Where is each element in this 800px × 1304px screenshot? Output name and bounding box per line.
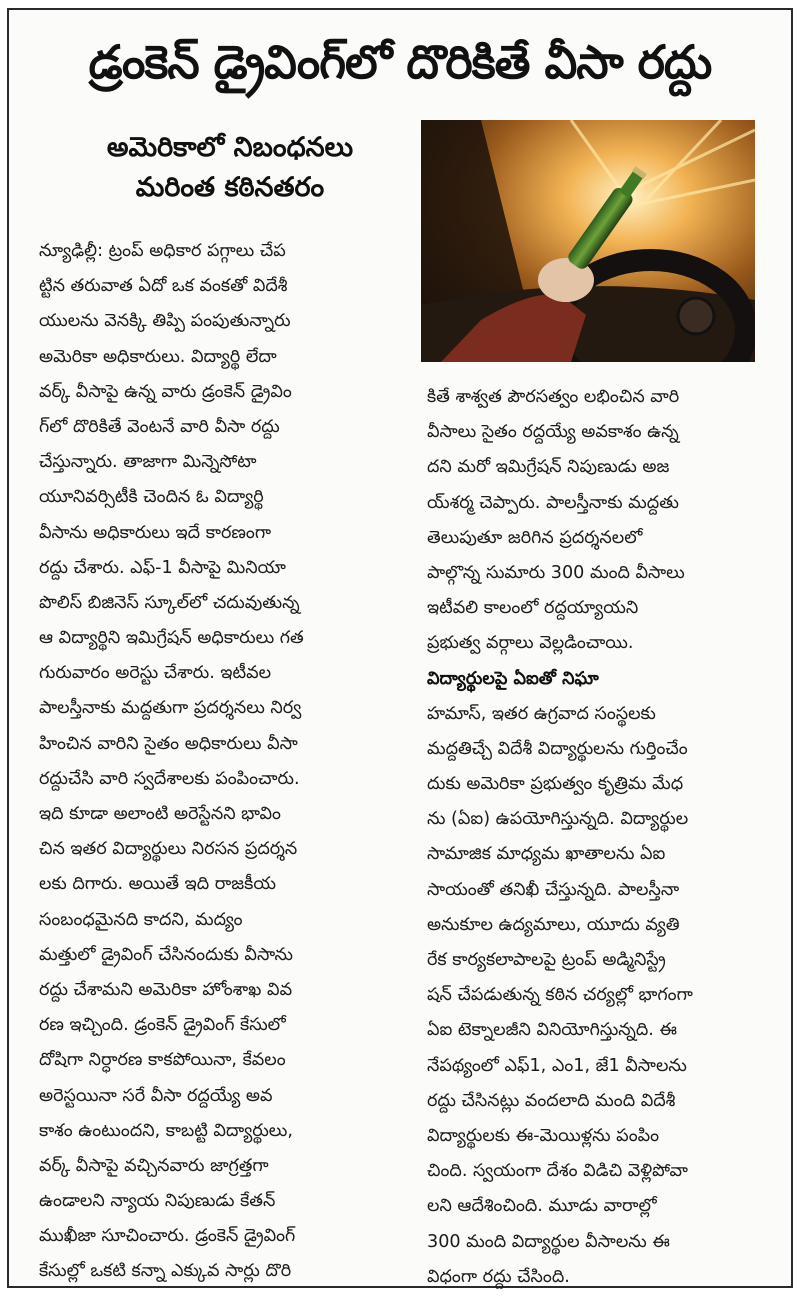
article-text-line: లని ఆదేశించింది. మూడు వారాల్లో	[427, 1196, 657, 1217]
subheadline-line-1: అమెరికాలో నిబంధనలు	[106, 132, 354, 163]
article-text-line: 300 మంది విద్యార్థుల వీసాలను ఈ	[427, 1231, 670, 1252]
article-text-line: విధంగా రద్దు చేసింది.	[427, 1266, 570, 1287]
article-text-line: చింది. స్వయంగా దేశం విడిచి వెళ్లిపోవా	[427, 1161, 688, 1182]
article-text-line: యులను వెనక్కి తిప్పి పంపుతున్నారు	[39, 311, 291, 332]
article-text-line: ప్రభుత్వ వర్గాలు వెల్లడించాయి.	[427, 633, 634, 654]
article-body-left-column	[39, 234, 401, 1290]
article-text-line: పొలిస్‌ బిజినెస్‌ స్కూల్‌లో చదువుతున్న	[39, 592, 300, 613]
drunk-driving-photo	[421, 120, 755, 362]
article-text-line: విద్యార్థులకు ఈ-మెయిళ్లను పంపిం	[427, 1125, 660, 1146]
article-text-line: తెలుపుతూ జరిగిన ప్రదర్శనలలో	[427, 527, 643, 548]
article-text-line: షన్‌ చేపడుతున్న కఠిన చర్యల్లో భాగంగా	[427, 985, 693, 1006]
article-text-line: మత్తులో డ్రైవింగ్‌ చేసినందుకు వీసాను	[39, 944, 293, 965]
article-text-line: ఏఐ టెక్నాలజీని వినియోగిస్తున్నది. ఈ	[427, 1020, 677, 1041]
article-text-line: నేపథ్యంలో ఎఫ్‌1, ఎం1, జే1 వీసాలను	[427, 1055, 687, 1076]
article-text-line: రద్దుచేసి వారి స్వదేశాలకు పంపించారు.	[39, 768, 300, 789]
article-text-line: యూనివర్సిటీకి చెందిన ఓ విద్యార్థి	[39, 487, 264, 508]
article-text-line: న్యూఢిల్లీ: ట్రంప్‌ అధికార పగ్గాలు చేప	[39, 241, 286, 261]
article-text-line: య్‌శర్మ చెప్పారు. పాలస్తీనాకు మద్దతు	[427, 492, 679, 513]
article-text-line: హమాస్‌, ఇతర ఉగ్రవాద సంస్థలకు	[427, 703, 656, 724]
article-text-line: దుకు అమెరికా ప్రభుత్వం కృత్రిమ మేధ	[427, 774, 684, 795]
article-text-line: కితే శాశ్వత పౌరసత్వం లభించిన వారి	[427, 387, 680, 407]
article-text-line: ముఖీజా సూచించారు. డ్రంకెన్‌ డ్రైవింగ్‌	[39, 1226, 296, 1247]
article-text-line: వర్క్‌ వీసాపై ఉన్న వారు డ్రంకెన్‌ డ్రైవిం	[39, 381, 292, 402]
article-text-line: ఉండాలని న్యాయ నిపుణుడు కేతన్‌	[39, 1191, 276, 1212]
article-text-line: రద్దు చేసినట్లు వందలాది మంది విదేశీ	[427, 1090, 676, 1111]
article-text-line: వీసాలు సైతం రద్దయ్యే అవకాశం ఉన్న	[427, 422, 679, 443]
newspaper-clipping	[7, 8, 793, 1288]
article-text-line: రేక కార్యకలాపాలపై ట్రంప్‌ అడ్మినిస్ట్రే	[427, 950, 666, 970]
article-text-line: గురువారం అరెస్టు చేశారు. ఇటీవల	[39, 663, 272, 684]
article-text-line: ఇది కూడా అలాంటి అరెస్టేనని భావిం	[39, 804, 281, 824]
article-text-line: సామాజిక మాధ్యమ ఖాతాలను ఏఐ	[427, 844, 666, 865]
article-text-line: అరెస్టయినా సరే వీసా రద్దయ్యే అవ	[39, 1085, 273, 1106]
article-text-line: రణ ఇచ్చింది. డ్రంకెన్‌ డ్రైవింగ్‌ కేసులో	[39, 1015, 286, 1036]
article-text-line: ఆ విద్యార్థిని ఇమిగ్రేషన్‌ అధికారులు గత	[39, 628, 304, 649]
article-text-line: ఇటీవలి కాలంలో రద్దయ్యాయని	[427, 598, 639, 619]
article-text-line: సంబంధమైనది కాదని, మద్యం	[39, 909, 243, 930]
article-text-line: వర్క్‌ వీసాపై వచ్చినవారు జాగ్రత్తగా	[39, 1155, 269, 1176]
article-text-line: ను (ఏఐ) ఉపయోగిస్తున్నది. విద్యార్థుల	[427, 809, 689, 830]
speedometer-gauge	[678, 298, 714, 334]
article-body-right-column	[427, 380, 755, 1295]
article-text-line: రద్దు చేశామని అమెరికా హోంశాఖ వివ	[39, 979, 293, 1000]
headline: డ్రంకెన్‌ డ్రైవింగ్‌లో దొరికితే వీసా రద్దు	[88, 35, 712, 89]
article-text-line: పాలస్తీనాకు మద్దతుగా ప్రదర్శనలు నిర్వ	[39, 698, 302, 719]
article-text-line: మద్దతిచ్చే విదేశీ విద్యార్థులను గుర్తించేం	[427, 738, 688, 759]
article-text-line: కేసుల్లో ఒకటి కన్నా ఎక్కువ సార్లు దొరి	[39, 1261, 292, 1282]
subheadline	[45, 128, 415, 208]
section-heading: విద్యార్థులపై ఏఐతో నిఘా	[427, 668, 599, 689]
article-text-line: పాల్గొన్న సుమారు 300 మంది వీసాలు	[427, 562, 685, 583]
article-text-line: దోషిగా నిర్ధారణ కాకపోయినా, కేవలం	[39, 1050, 286, 1071]
article-text-line: లకు దిగారు. అయితే ఇది రాజకీయ	[39, 874, 276, 895]
article-text-line: దని మరో ఇమిగ్రేషన్‌ నిపుణుడు అజ	[427, 457, 670, 478]
article-text-line: సాయంతో తనిఖీ చేస్తున్నది. పాలస్తీనా	[427, 879, 680, 900]
article-text-line: హించిన వారిని సైతం అధికారులు వీసా	[39, 733, 298, 754]
article-text-line: కాశం ఉంటుందని, కాబట్టి విద్యార్థులు,	[39, 1120, 293, 1141]
article-text-line: గ్‌లో దొరికితే వెంటనే వారి వీసా రద్దు	[39, 416, 280, 437]
article-text-line: అనుకూల ఉద్యమాలు, యూదు వ్యతి	[427, 914, 680, 935]
article-text-line: చేస్తున్నారు. తాజాగా మిన్నెసోటా	[39, 452, 257, 473]
article-text-line: చిన ఇతర విద్యార్థులు నిరసన ప్రదర్శన	[39, 839, 298, 860]
subheadline-line-2: మరింత కఠినతరం	[135, 172, 325, 203]
drunk-driving-illustration	[421, 120, 755, 362]
article-text-line: అమెరికా అధికారులు. విద్యార్థి లేదా	[39, 346, 277, 367]
article-text-line: వీసాను అధికారులు ఇదే కారణంగా	[39, 522, 272, 543]
article-text-line: ట్టిన తరువాత ఏదో ఒక వంకతో విదేశీ	[39, 276, 288, 297]
article-text-line: రద్దు చేశారు. ఎఫ్‌-1 వీసాపై మినియా	[39, 557, 286, 578]
